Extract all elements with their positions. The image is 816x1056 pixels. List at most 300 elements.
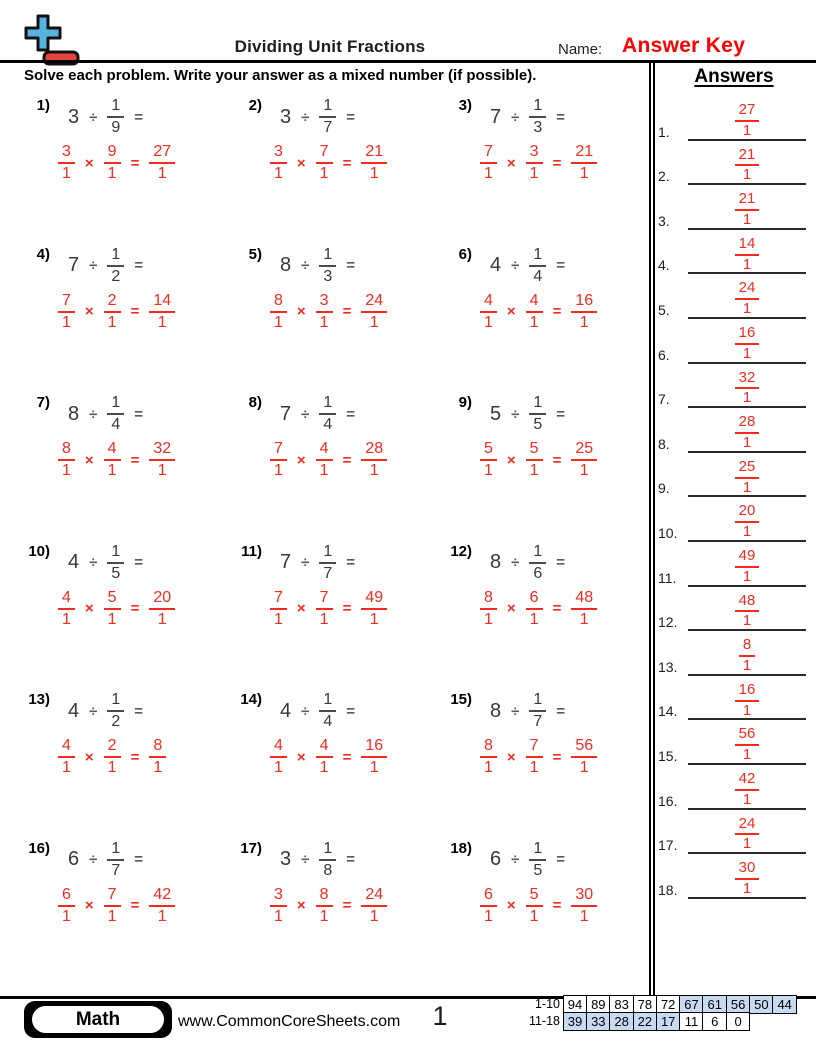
score-row-label: 1-10 (534, 997, 560, 1011)
equals-sign: = (134, 554, 144, 571)
answer-number: 1. (658, 123, 670, 140)
score-row-1 (524, 995, 797, 1014)
denominator: 3 (323, 267, 333, 285)
page-number: 1 (432, 1001, 448, 1031)
equals-sign: = (552, 154, 562, 172)
answer-fraction (735, 147, 760, 185)
divisor-fraction (319, 840, 336, 880)
work-equation (270, 289, 387, 335)
result-fraction (361, 886, 387, 926)
equals-sign: = (134, 405, 144, 423)
problem-equation (58, 391, 175, 437)
denominator: 1 (107, 759, 117, 776)
answer-blank-line (688, 280, 806, 319)
numerator: 1 (319, 543, 336, 564)
problem-equations (50, 688, 166, 780)
result-fraction (149, 292, 175, 332)
numerator: 3 (270, 886, 287, 907)
answer-fraction (735, 503, 760, 541)
answer-item (656, 587, 812, 632)
dividend: 8 (490, 699, 502, 722)
problem-item (446, 837, 650, 986)
divisor-fraction (319, 394, 336, 434)
work-fraction-1 (270, 143, 287, 183)
answer-number: 14. (658, 703, 678, 720)
divisor-fraction (319, 246, 336, 286)
numerator: 16 (735, 325, 760, 345)
numerator: 3 (526, 143, 543, 164)
numerator: 25 (735, 459, 760, 479)
denominator: 1 (153, 759, 163, 776)
score-cell: 78 (633, 995, 658, 1014)
numerator: 8 (480, 589, 497, 610)
problem-number: 4) (36, 245, 50, 263)
result-fraction (361, 440, 387, 480)
result-fraction (149, 886, 175, 926)
numerator: 7 (58, 292, 75, 313)
answers-heading: Answers (694, 66, 774, 87)
problem-number: 10) (28, 542, 50, 560)
score-row-2 (524, 1012, 797, 1031)
numerator: 7 (104, 886, 121, 907)
answer-blank-line (688, 147, 806, 186)
work-equation (270, 140, 387, 186)
work-fraction-1 (480, 737, 497, 777)
equals-sign: = (342, 897, 352, 914)
work-equation (58, 437, 175, 483)
problem-number: 9) (458, 394, 472, 411)
answer-item (656, 141, 812, 186)
score-cell: 17 (656, 1012, 681, 1031)
work-fraction-1 (58, 292, 75, 332)
numerator: 24 (361, 292, 387, 313)
numerator: 5 (526, 886, 543, 907)
denominator: 1 (157, 165, 167, 182)
multiply-sign: × (296, 451, 306, 469)
answer-item (656, 230, 812, 275)
numerator: 6 (480, 886, 497, 907)
divide-sign: ÷ (301, 405, 310, 423)
result-fraction (571, 886, 597, 926)
problem-equations (50, 391, 175, 483)
result-fraction (361, 737, 387, 777)
denominator: 1 (742, 433, 752, 451)
answer-blank-line (688, 637, 806, 676)
dividend: 8 (490, 551, 502, 573)
work-fraction-1 (480, 440, 497, 480)
work-fraction-2 (316, 292, 333, 332)
denominator: 1 (107, 165, 117, 182)
numerator: 1 (529, 691, 546, 712)
work-fraction-2 (316, 737, 333, 777)
denominator: 1 (742, 612, 752, 630)
numerator: 3 (270, 143, 287, 164)
denominator: 7 (111, 861, 121, 879)
problem-number: 3) (458, 97, 472, 114)
problem-item (24, 540, 236, 689)
problem-item (24, 94, 236, 243)
work-equation (480, 140, 597, 186)
result-fraction (571, 143, 597, 183)
problem-equations (262, 391, 387, 483)
denominator: 1 (742, 210, 752, 228)
score-cell: 44 (772, 995, 797, 1014)
score-cell: 56 (726, 995, 751, 1014)
divide-sign: ÷ (301, 554, 310, 571)
denominator: 4 (323, 416, 333, 433)
problem-number: 5) (248, 245, 262, 263)
result-fraction (571, 292, 597, 332)
work-fraction-2 (104, 589, 121, 629)
answer-blank-line (688, 860, 806, 899)
work-equation (480, 586, 597, 632)
problem-equations (472, 243, 597, 335)
dividend: 8 (280, 254, 292, 276)
numerator: 5 (526, 440, 543, 461)
numerator: 16 (571, 292, 597, 313)
divide-sign: ÷ (511, 108, 520, 126)
problem-equations (262, 837, 387, 929)
result-fraction (149, 737, 166, 777)
answer-number: 16. (658, 792, 678, 809)
denominator: 1 (742, 255, 752, 273)
answer-blank-line (688, 726, 806, 765)
denominator: 2 (111, 713, 121, 730)
answer-item (656, 96, 812, 141)
dividend: 4 (68, 699, 80, 722)
problem-equation (480, 837, 597, 883)
divisor-fraction (319, 543, 336, 583)
answer-key-label: Answer Key (622, 34, 746, 57)
problem-equations (262, 243, 387, 335)
numerator: 7 (526, 737, 543, 758)
numerator: 48 (735, 593, 760, 613)
equals-sign: = (342, 748, 352, 766)
answer-fraction (735, 370, 760, 408)
problem-equations (472, 391, 597, 483)
score-cells-row-1 (564, 995, 797, 1014)
work-fraction-1 (270, 440, 287, 480)
equals-sign: = (556, 405, 566, 423)
equals-sign: = (552, 600, 562, 617)
problem-item (236, 688, 446, 837)
equals-sign: = (556, 554, 566, 571)
denominator: 1 (742, 701, 752, 719)
answer-item (656, 720, 812, 765)
denominator: 1 (319, 462, 329, 479)
denominator: 1 (369, 907, 379, 925)
denominator: 1 (579, 462, 589, 479)
multiply-sign: × (296, 748, 306, 766)
numerator: 42 (149, 886, 175, 907)
equals-sign: = (552, 748, 562, 766)
numerator: 8 (58, 440, 75, 461)
answer-fraction (739, 637, 755, 675)
work-fraction-1 (480, 886, 497, 926)
numerator: 7 (480, 143, 497, 164)
denominator: 1 (579, 610, 589, 628)
numerator: 1 (319, 246, 336, 267)
answer-blank-line (688, 548, 806, 587)
work-fraction-1 (270, 737, 287, 777)
equals-sign: = (552, 897, 562, 914)
problem-equation (480, 688, 597, 734)
denominator: 1 (742, 790, 752, 808)
denominator: 1 (274, 759, 283, 776)
work-equation (58, 883, 175, 929)
answer-item (656, 364, 812, 409)
equals-sign: = (130, 303, 140, 320)
work-fraction-1 (58, 886, 75, 926)
numerator: 7 (316, 589, 333, 610)
score-table (524, 995, 797, 1031)
numerator: 1 (319, 97, 336, 118)
denominator: 1 (529, 759, 539, 776)
score-cell: 0 (726, 1012, 751, 1031)
work-fraction-2 (316, 589, 333, 629)
equals-sign: = (342, 303, 352, 320)
work-equation (58, 586, 175, 632)
numerator: 21 (735, 147, 760, 167)
work-fraction-2 (104, 292, 121, 332)
result-fraction (571, 440, 597, 480)
denominator: 1 (742, 746, 752, 764)
problem-number: 16) (28, 839, 50, 857)
work-fraction-1 (480, 292, 497, 332)
dividend: 4 (280, 699, 292, 722)
dividend: 6 (68, 848, 80, 870)
denominator: 6 (533, 564, 543, 582)
equals-sign: = (346, 554, 356, 571)
numerator: 2 (104, 737, 121, 758)
equals-sign: = (346, 405, 356, 423)
answer-fraction (735, 414, 760, 452)
multiply-sign: × (296, 154, 306, 172)
problem-equation (270, 837, 387, 883)
problem-number: 1) (36, 97, 50, 114)
numerator: 1 (107, 840, 124, 861)
denominator: 1 (742, 300, 752, 318)
numerator: 49 (735, 548, 760, 568)
denominator: 1 (484, 907, 493, 925)
multiply-sign: × (296, 303, 306, 320)
multiply-sign: × (296, 600, 306, 617)
numerator: 27 (735, 102, 760, 122)
score-cell: 28 (609, 1012, 634, 1031)
denominator: 1 (107, 907, 117, 925)
answer-number: 3. (658, 212, 670, 229)
divisor-fraction (529, 246, 546, 286)
answer-blank-line (688, 191, 806, 230)
numerator: 16 (735, 682, 760, 702)
problem-number: 18) (450, 839, 472, 857)
numerator: 48 (571, 589, 597, 610)
divide-sign: ÷ (89, 405, 98, 423)
problem-item (24, 688, 236, 837)
equals-sign: = (130, 748, 140, 766)
answer-fraction (735, 816, 760, 854)
denominator: 1 (369, 462, 379, 479)
problems-grid (24, 94, 650, 985)
numerator: 42 (735, 771, 760, 791)
divisor-fraction (319, 97, 336, 137)
multiply-sign: × (296, 897, 306, 914)
score-cells-row-2 (564, 1012, 750, 1031)
divider-double-line (649, 62, 655, 996)
numerator: 2 (104, 292, 121, 313)
numerator: 8 (316, 886, 333, 907)
numerator: 49 (361, 589, 387, 610)
answer-fraction (735, 860, 760, 898)
problem-item (236, 243, 446, 392)
work-equation (58, 289, 175, 335)
denominator: 1 (579, 907, 589, 925)
problem-equation (58, 688, 166, 734)
divide-sign: ÷ (301, 108, 310, 126)
problem-equations (472, 94, 597, 186)
divisor-fraction (107, 246, 124, 286)
divisor-fraction (107, 543, 124, 583)
work-fraction-2 (526, 292, 543, 332)
denominator: 1 (107, 462, 117, 479)
subject-badge (24, 1001, 172, 1038)
problem-item (446, 243, 650, 392)
denominator: 5 (111, 564, 121, 582)
problem-number: 13) (28, 691, 50, 708)
answer-item (656, 453, 812, 498)
work-equation (270, 586, 387, 632)
worksheet-title: Dividing Unit Fractions (234, 37, 426, 56)
denominator: 4 (533, 267, 543, 285)
divide-sign: ÷ (301, 257, 310, 274)
equals-sign: = (134, 702, 144, 720)
equals-sign: = (342, 451, 352, 469)
work-fraction-2 (526, 886, 543, 926)
answer-fraction (735, 236, 760, 274)
numerator: 27 (149, 143, 175, 164)
numerator: 9 (104, 143, 121, 164)
numerator: 14 (735, 236, 760, 256)
problem-equations (262, 540, 387, 632)
denominator: 1 (369, 313, 379, 331)
numerator: 4 (316, 440, 333, 461)
problem-number: 7) (36, 394, 50, 411)
numerator: 20 (735, 503, 760, 523)
equals-sign: = (130, 600, 140, 617)
denominator: 1 (369, 759, 379, 776)
answer-item (656, 497, 812, 542)
work-fraction-2 (526, 737, 543, 777)
name-label: Name: (558, 41, 603, 58)
problem-item (446, 688, 650, 837)
denominator: 1 (369, 610, 379, 628)
numerator: 4 (104, 440, 121, 461)
equals-sign: = (346, 257, 356, 274)
answer-blank-line (688, 682, 806, 721)
answer-fraction (735, 593, 760, 631)
answer-fraction (735, 726, 760, 764)
denominator: 1 (579, 313, 589, 331)
divisor-fraction (529, 543, 546, 583)
multiply-sign: × (84, 748, 94, 766)
equals-sign: = (346, 851, 356, 868)
work-fraction-1 (270, 292, 287, 332)
numerator: 3 (58, 143, 75, 164)
result-fraction (361, 589, 387, 629)
result-fraction (149, 440, 175, 480)
denominator: 1 (742, 835, 752, 853)
divide-sign: ÷ (89, 702, 98, 720)
multiply-sign: × (84, 451, 94, 469)
problem-equations (262, 94, 387, 186)
work-equation (480, 734, 597, 780)
answer-fraction (735, 548, 760, 586)
work-fraction-2 (104, 143, 121, 183)
answer-item (656, 319, 812, 364)
numerator: 24 (735, 280, 760, 300)
answer-blank-line (688, 236, 806, 275)
answer-number: 12. (658, 614, 678, 631)
numerator: 5 (104, 589, 121, 610)
problem-item (24, 391, 236, 540)
equals-sign: = (134, 257, 144, 274)
numerator: 21 (735, 191, 760, 211)
answer-item (656, 631, 812, 676)
score-row-label: 11-18 (528, 1014, 560, 1029)
answer-number: 5. (658, 301, 670, 318)
result-fraction (571, 589, 597, 629)
score-cell: 67 (679, 995, 704, 1014)
answer-blank-line (688, 593, 806, 632)
answer-number: 10. (658, 524, 678, 541)
denominator: 1 (319, 313, 329, 331)
answer-number: 7. (658, 391, 670, 408)
denominator: 1 (107, 313, 117, 331)
answer-item (656, 185, 812, 230)
multiply-sign: × (84, 303, 94, 320)
answer-number: 9. (658, 480, 670, 497)
answer-blank-line (688, 325, 806, 364)
divide-sign: ÷ (511, 851, 520, 868)
denominator: 1 (529, 462, 539, 479)
dividend: 6 (490, 848, 502, 870)
work-fraction-1 (58, 737, 75, 777)
problem-item (236, 94, 446, 243)
numerator: 1 (107, 97, 124, 118)
score-cell: 22 (633, 1012, 658, 1031)
denominator: 1 (62, 462, 71, 479)
problem-equation (270, 94, 387, 140)
equals-sign: = (552, 451, 562, 469)
problem-item (236, 837, 446, 986)
problem-equations (472, 837, 597, 929)
result-fraction (361, 292, 387, 332)
numerator: 32 (149, 440, 175, 461)
denominator: 1 (742, 389, 752, 407)
problem-equation (58, 243, 175, 289)
denominator: 1 (579, 165, 589, 182)
numerator: 24 (361, 886, 387, 907)
numerator: 6 (526, 589, 543, 610)
problem-equation (58, 540, 175, 586)
answer-item (656, 810, 812, 855)
dividend: 3 (68, 105, 80, 128)
work-fraction-2 (526, 440, 543, 480)
denominator: 3 (533, 119, 543, 136)
denominator: 5 (533, 416, 543, 433)
denominator: 1 (742, 344, 752, 362)
denominator: 1 (62, 907, 71, 925)
